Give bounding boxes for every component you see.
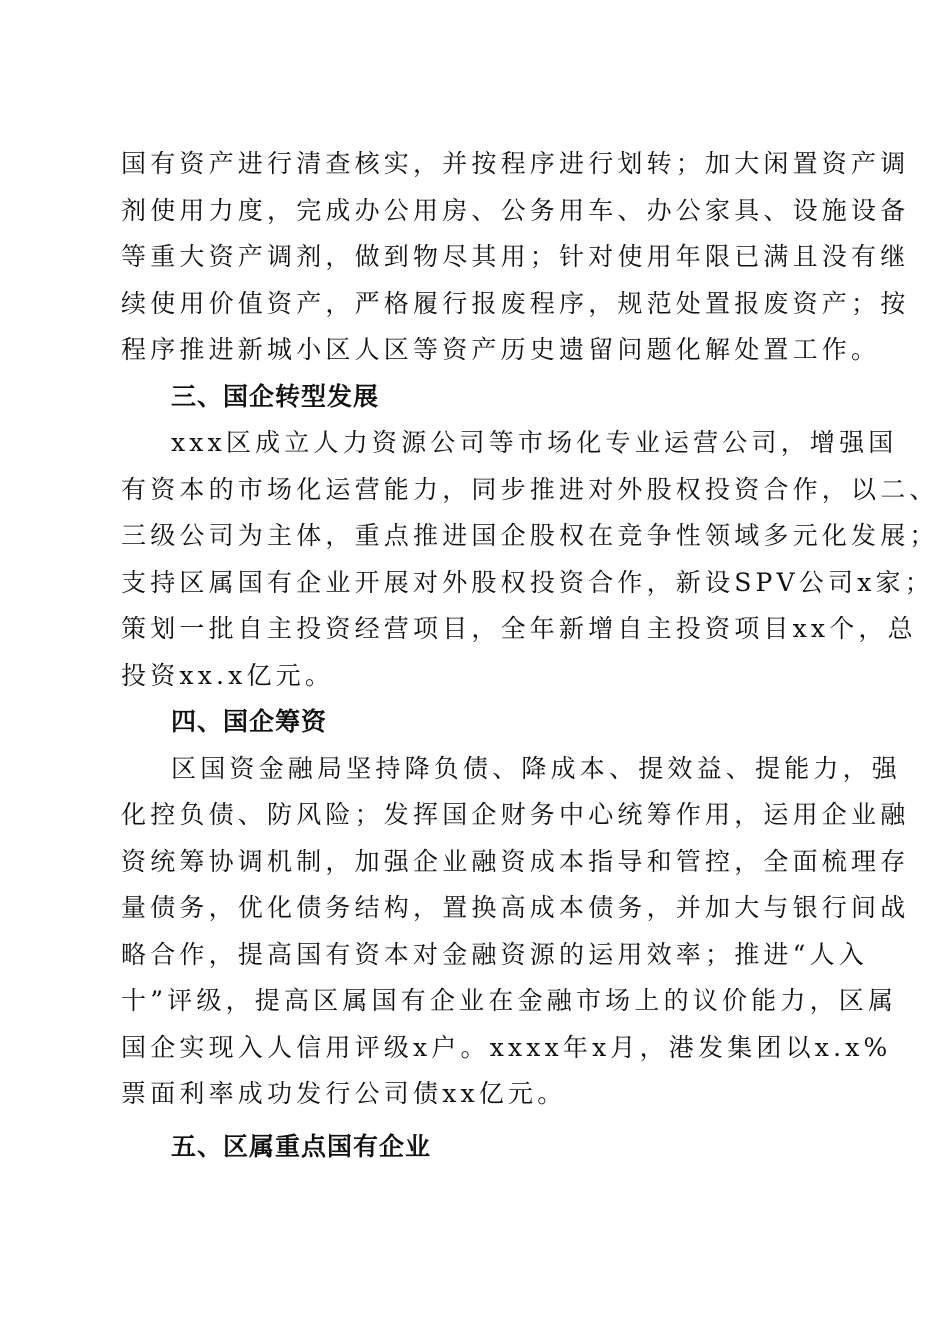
- text-line: 程序推进新城小区人区等资产历史遗留问题化解处置工作。: [121, 335, 881, 364]
- text-line: 续使用价值资产，严格履行报废程序，规范处置报废资产；按: [121, 288, 910, 318]
- text-line: 等重大资产调剂，做到物尽其用；针对使用年限已满且没有继: [121, 242, 910, 271]
- section-heading-3: 三、国企转型发展: [171, 381, 380, 411]
- section-heading-5: 五、区属重点国有企业: [171, 1131, 432, 1161]
- text-line: 十”评级，提高区属国有企业在金融市场上的议价能力，区属: [121, 986, 898, 1015]
- text-line: 支持区属国有企业开展对外股权投资合作，新设SPV公司x家；: [121, 567, 934, 597]
- text-line: 略合作，提高国有资本对金融资源的运用效率；推进“人入: [121, 939, 868, 969]
- text-line: 国企实现入人信用评级x户。xxxx年x月，港发集团以x.x%: [121, 1032, 892, 1062]
- text-line: 有资本的市场化运营能力，同步推进对外股权投资合作，以二、: [121, 474, 939, 504]
- text-line: 剂使用力度，完成办公用房、公务用车、办公家具、设施设备: [121, 195, 910, 225]
- document-body: [121, 141, 939, 1170]
- text-line: 资统筹协调机制，加强企业融资成本指导和管控，全面梳理存: [121, 846, 910, 876]
- text-line: 投资xx.x亿元。: [121, 660, 335, 690]
- text-line: 票面利率成功发行公司债xx亿元。: [121, 1079, 567, 1108]
- paragraph-soe-transformation: [121, 420, 939, 699]
- text-line: 量债务，优化债务结构，置换高成本债务，并加大与银行间战: [121, 893, 910, 922]
- text-line: 三级公司为主体，重点推进国企股权在竞争性领域多元化发展；: [121, 521, 939, 550]
- text-line: 策划一批自主投资经营项目，全年新增自主投资项目xx个，总: [121, 614, 917, 643]
- paragraph-soe-financing: [121, 746, 910, 1118]
- text-line: 国有资产进行清查核实，并按程序进行划转；加大闲置资产调: [121, 149, 910, 178]
- text-line: 化控负债、防风险；发挥国企财务中心统筹作用，运用企业融: [121, 800, 910, 829]
- text-line: 区国资金融局坚持降负债、降成本、提效益、提能力，强: [171, 753, 902, 783]
- paragraph-asset-management: [121, 141, 910, 374]
- section-heading-4: 四、国企筹资: [171, 707, 328, 736]
- text-line: xxx区成立人力资源公司等市场化专业运营公司，增强国: [171, 428, 898, 457]
